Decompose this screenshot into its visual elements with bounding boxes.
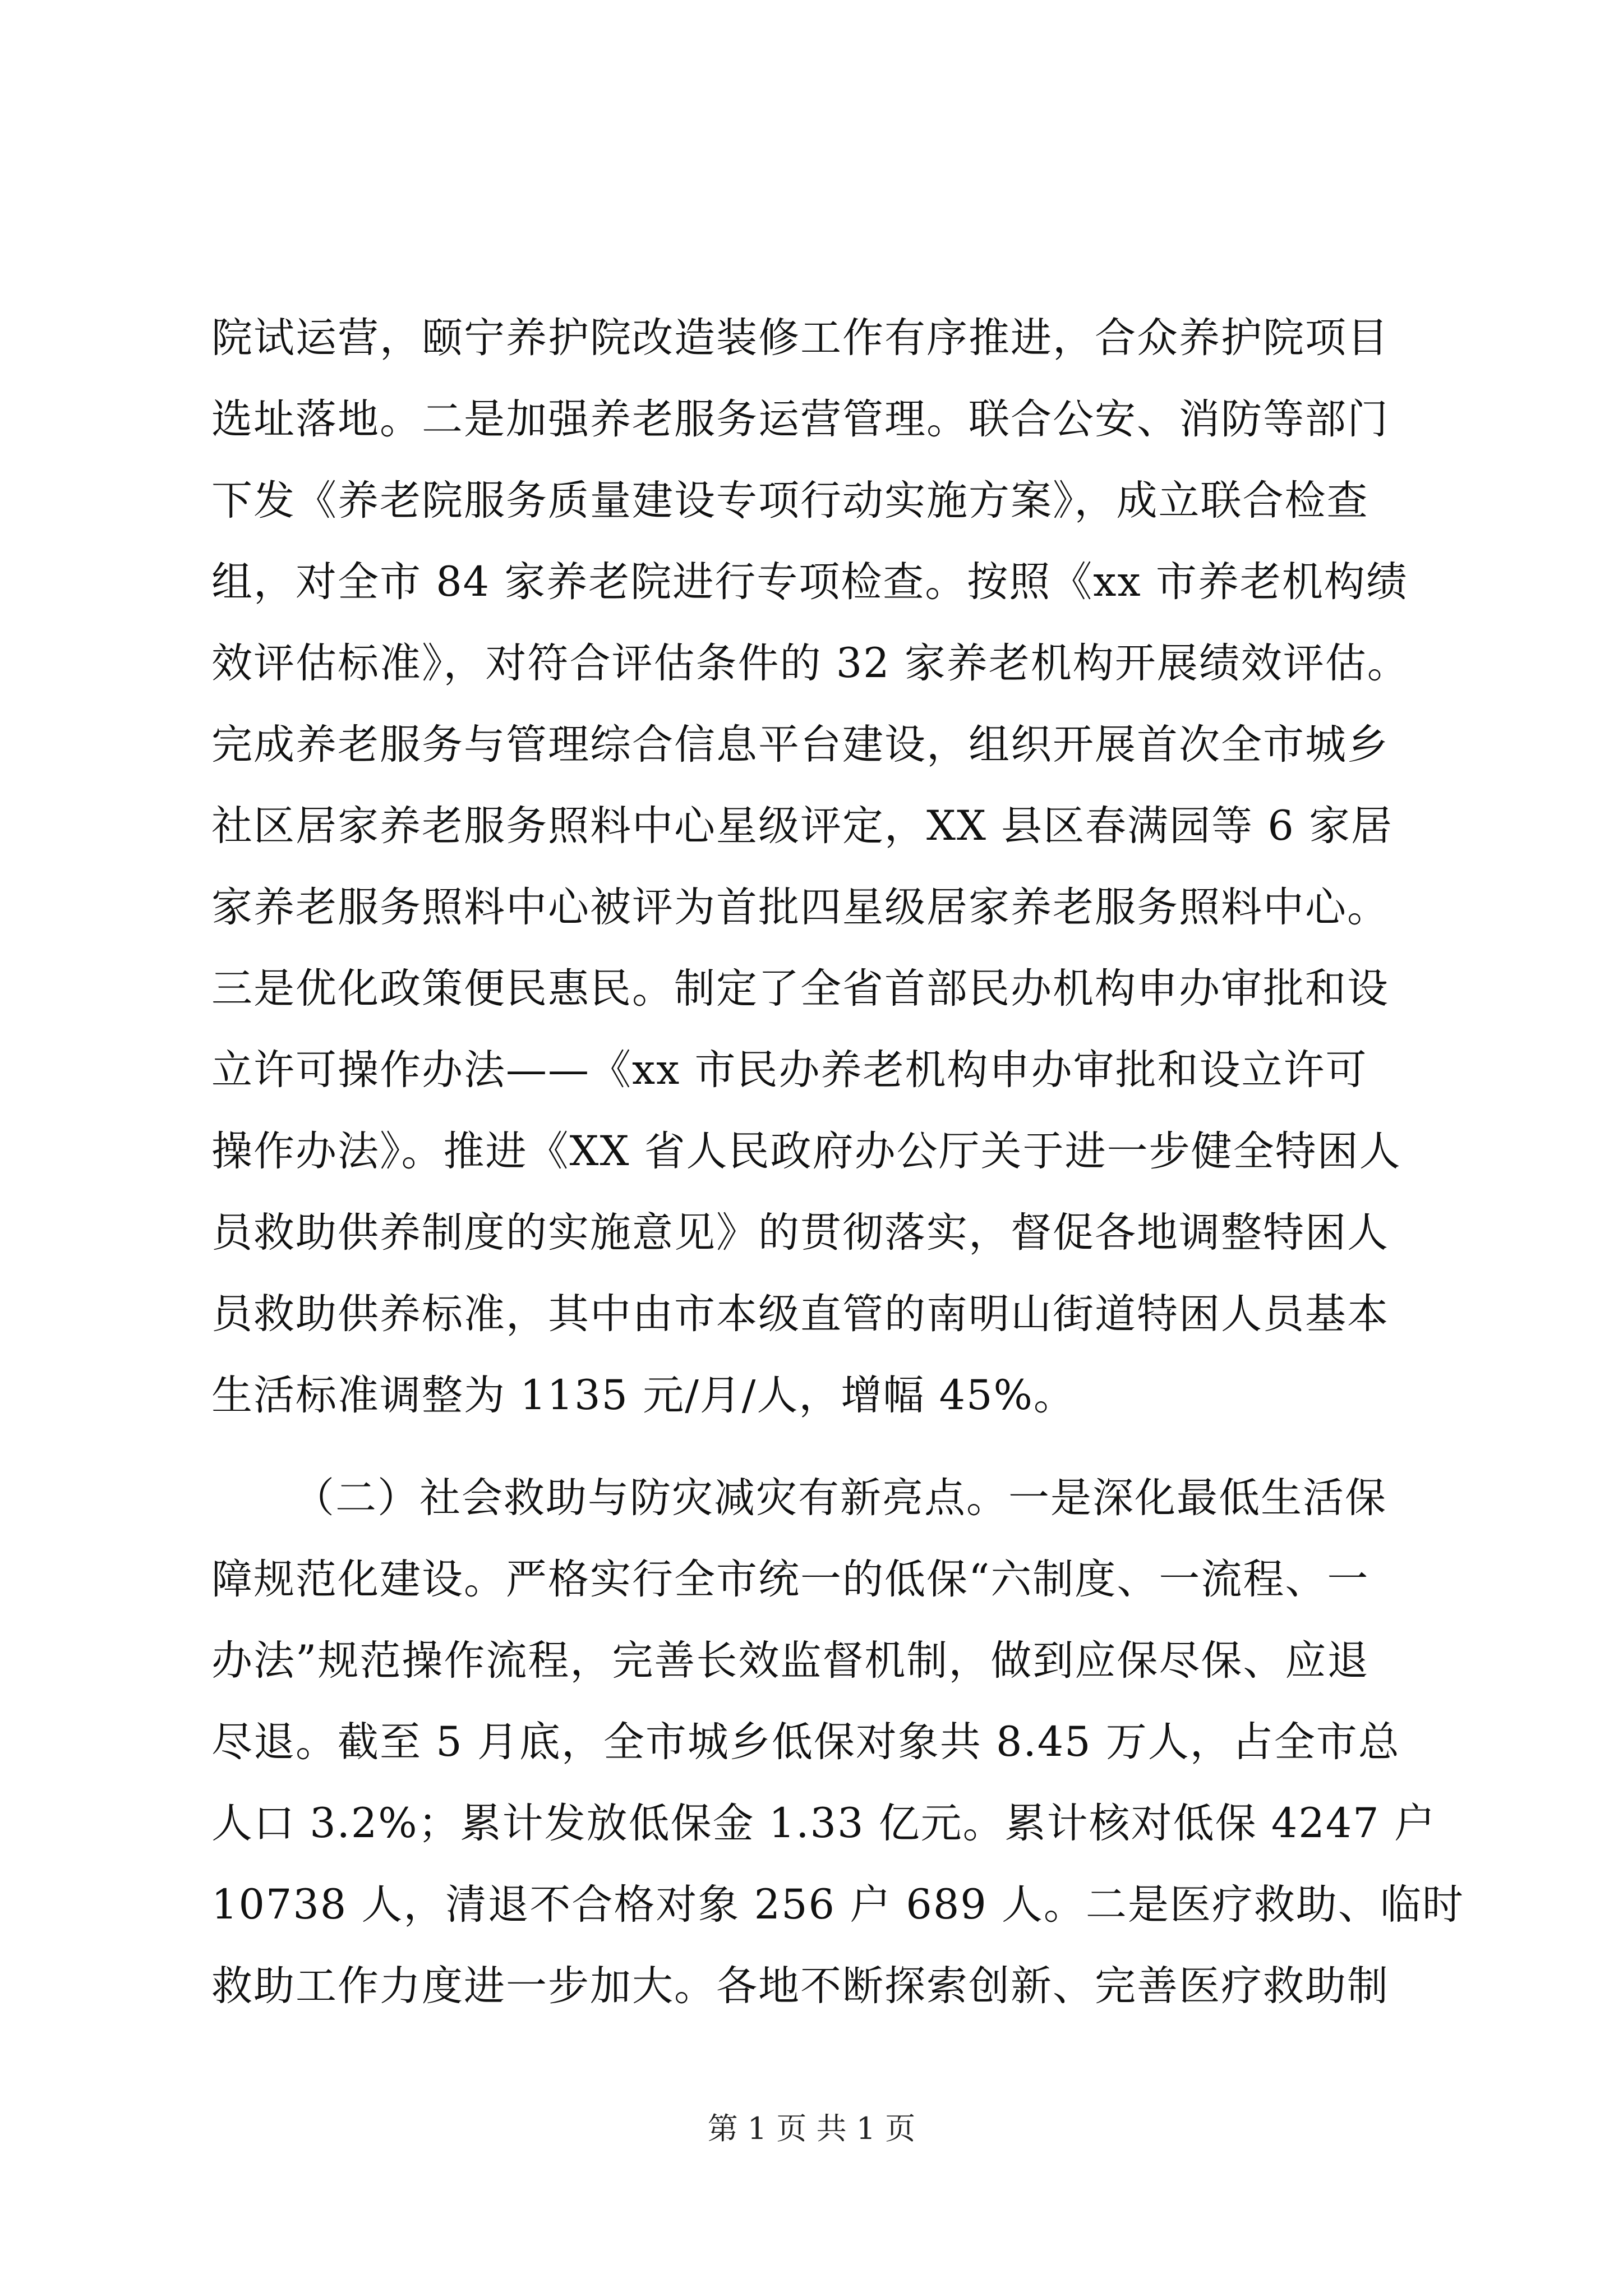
text-line: 尽退。截至 5 月底，全市城乡低保对象共 8.45 万人，占全市总 xyxy=(211,1718,1400,1766)
text-line: 障规范化建设。严格实行全市统一的低保“六制度、一流程、一 xyxy=(211,1556,1370,1603)
text-line: 人口 3.2%；累计发放低保金 1.33 亿元。累计核对低保 4247 户 xyxy=(211,1800,1436,1847)
paragraph-2 xyxy=(211,1457,1464,2027)
text-line: 家养老服务照料中心被评为首批四星级居家养老服务照料中心。 xyxy=(211,884,1389,931)
text-line: 10738 人，清退不合格对象 256 户 689 人。二是医疗救助、临时 xyxy=(211,1881,1464,1929)
text-line: 立许可操作办法——《xx 市民办养老机构申办审批和设立许可 xyxy=(211,1046,1368,1094)
text-line: 下发《养老院服务质量建设专项行动实施方案》，成立联合检查 xyxy=(211,477,1369,524)
text-line: 员救助供养标准，其中由市本级直管的南明山街道特困人员基本 xyxy=(211,1290,1389,1338)
text-line: 效评估标准》，对符合评估条件的 32 家养老机构开展绩效评估。 xyxy=(211,639,1409,687)
text-line: 完成养老服务与管理综合信息平台建设，组织开展首次全市城乡 xyxy=(211,721,1389,769)
document-body xyxy=(211,297,1464,2027)
text-line: 救助工作力度进一步加大。各地不断探索创新、完善医疗救助制 xyxy=(211,1962,1389,2010)
paragraph-gap xyxy=(211,1436,1412,1457)
page-footer: 第 1 页 共 1 页 xyxy=(707,2111,916,2146)
text-line: （二）社会救助与防灾减灾有新亮点。一是深化最低生活保 xyxy=(293,1474,1387,1522)
text-line: 操作办法》。推进《XX 省人民政府办公厅关于进一步健全特困人 xyxy=(211,1128,1401,1175)
text-line: 生活标准调整为 1135 元/月/人，增幅 45%。 xyxy=(211,1372,1076,1419)
text-line: 三是优化政策便民惠民。制定了全省首部民办机构申办审批和设 xyxy=(211,965,1389,1013)
text-line: 办法”规范操作流程，完善长效监督机制，做到应保尽保、应退 xyxy=(211,1637,1370,1685)
text-line: 选址落地。二是加强养老服务运营管理。联合公安、消防等部门 xyxy=(211,395,1389,443)
paragraph-1 xyxy=(211,297,1412,1436)
text-line: 院试运营，颐宁养护院改造装修工作有序推进，合众养护院项目 xyxy=(211,314,1389,362)
text-line: 组，对全市 84 家养老院进行专项检查。按照《xx 市养老机构绩 xyxy=(211,558,1408,606)
text-line: 社区居家养老服务照料中心星级评定，XX 县区春满园等 6 家居 xyxy=(211,802,1393,850)
text-line: 员救助供养制度的实施意见》的贯彻落实，督促各地调整特困人 xyxy=(211,1209,1389,1257)
